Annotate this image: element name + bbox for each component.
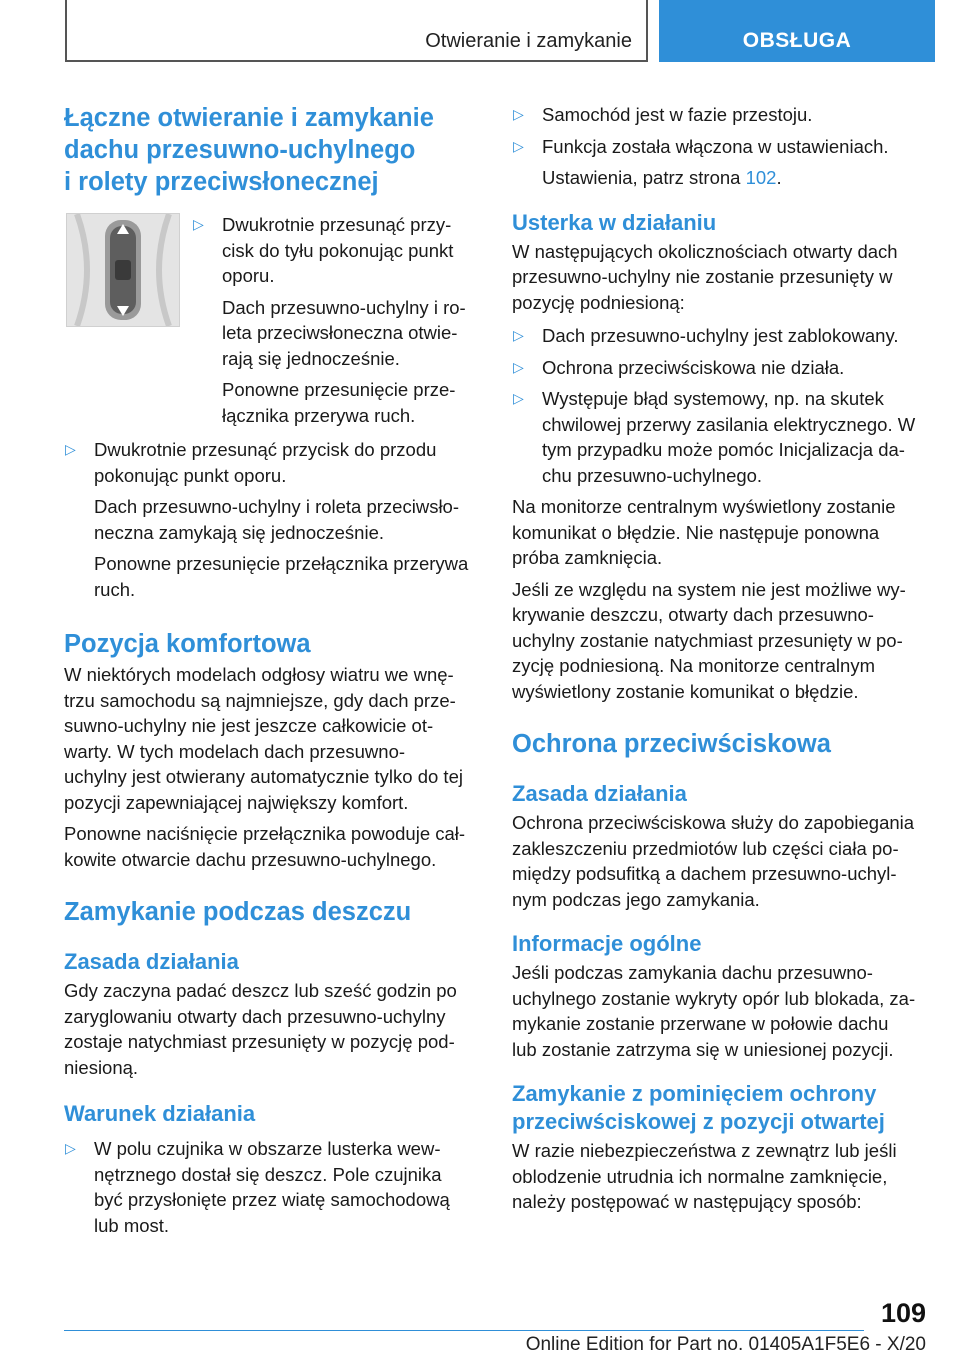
list-item: ▷ Dwukrotnie przesunąć przycisk do przodu pokonując punkt oporu.: [65, 439, 437, 486]
paragraph: W następujących okolicznościach otwarty dach przesuwno-uchylny nie zostanie przesunięty w pozycję podniesioną:: [512, 240, 898, 313]
section-title-box: [65, 0, 648, 62]
edition-note: Online Edition for Part no. 01405A1F5E6 - X/20: [525, 1334, 926, 1355]
triangle-bullet-icon: ▷: [65, 441, 76, 457]
heading-anti-pinch: Ochrona przeciwściskowa: [512, 730, 831, 758]
heading-bypass-closing: Zamykanie z pominięciem ochrony przeciwściskowej z pozycji otwartej: [512, 1081, 885, 1134]
heading-general-info: Informacje ogólne: [512, 931, 702, 956]
title-combined-open-close: Łączne otwieranie i zamykanie dachu przesuwno-uchylnego i rolety przeciwsłonecznej: [64, 104, 434, 196]
heading-principle: Zasada działania: [512, 781, 687, 806]
left-column: [64, 102, 478, 1238]
settings-reference: Ustawienia, patrz strona 102.: [542, 167, 782, 188]
step-note: Ponowne przesunięcie przełącznika przerywa ruch.: [94, 553, 469, 600]
heading-condition: Warunek działania: [64, 1101, 256, 1126]
list-item: ▷ W polu czujnika w obszarze lusterka wew- nętrznego dostał się deszcz. Pole czujnika być przysłonięte przez wiatę samochodową lub most.: [65, 1138, 450, 1236]
paragraph: Gdy zaczyna padać deszcz lub sześć godzin po zaryglowaniu otwarty dach przesuwno-uchylny zostaje natychmiast przesunięty w pozycję pod- niesioną.: [64, 980, 457, 1078]
page-link[interactable]: 102: [745, 167, 777, 188]
list-item: ▷ Ochrona przeciwściskowa nie działa.: [512, 355, 928, 381]
paragraph: Na monitorze centralnym wyświetlony zostanie komunikat o błędzie. Nie następuje ponowna próba zamknięcia.: [512, 496, 896, 568]
triangle-bullet-icon: ▷: [193, 216, 204, 232]
page-header: [65, 0, 935, 64]
roof-switch-image: [66, 213, 180, 327]
paragraph: Jeśli podczas zamykania dachu przesuwno- uchylnego zostanie wykryty opór lub blokada, za- mykanie zostanie przerwane w połowie dachu lub zostanie zatrzyma się w uniesionej pozycji.: [512, 962, 916, 1060]
step-note: Ponowne przesunięcie prze- łącznika przerywa ruch.: [222, 379, 456, 426]
list-item: ▷ Funkcja została włączona w ustawieniach.: [512, 134, 928, 160]
section-title: Otwieranie i zamykanie: [425, 30, 632, 52]
chapter-tab-label: OBSŁUGA: [742, 29, 852, 52]
list-item: ▷ Dwukrotnie przesunąć przy- cisk do tyłu pokonując punkt oporu.: [193, 214, 454, 286]
paragraph: Jeśli ze względu na system nie jest możliwe wy- krywanie deszczu, otwarty dach przesuwno- uchylny zostanie natychmiast przesunięty w po- zycję podniesioną. Na monitorze centralnym wyświetlony zostanie komunikat o błędzie.: [512, 578, 906, 702]
paragraph: W razie niebezpieczeństwa z zewnątrz lub jeśli oblodzenie utrudnia ich normalne zamknięcie, należy postępować w następujący sposób:: [512, 1140, 897, 1212]
triangle-bullet-icon: ▷: [513, 390, 524, 406]
paragraph: W niektórych modelach odgłosy wiatru we wnę- trzu samochodu są najmniejsze, gdy dach prze- suwno-uchylny nie jest jeszcze całkowicie ot- warty. W tych modelach dach przesuwno- uchylny jest otwierany automatycznie tylko do tej pozycji zapewniającej największy komfort.: [64, 664, 463, 813]
list-item: ▷ Występuje błąd systemowy, np. na skutek chwilowej przerwy zasilania elektrycznego. W tym przypadku może pomóc Inicjalizacja da- chu przesuwno-uchylnego.: [513, 388, 916, 486]
chapter-tab: [659, 0, 935, 62]
right-column: [512, 102, 928, 1215]
step-result: Dach przesuwno-uchylny i roleta przeciwsło- neczna zamykają się jednocześnie.: [94, 496, 460, 543]
page-number: 109: [880, 1298, 926, 1328]
footer-divider: [64, 1330, 864, 1331]
heading-rain-closing: Zamykanie podczas deszczu: [64, 898, 412, 926]
step-result: Dach przesuwno-uchylny i ro- leta przeciwsłoneczna otwie- rają się jednocześnie.: [222, 296, 466, 369]
triangle-bullet-icon: ▷: [65, 1140, 76, 1156]
switch-figure-row: [64, 212, 478, 433]
step-backward: [192, 212, 478, 428]
heading-malfunction: Usterka w działaniu: [512, 209, 717, 235]
heading-comfort-position: Pozycja komfortowa: [64, 630, 311, 658]
list-item: ▷ Samochód jest w fazie przestoju.: [512, 102, 928, 128]
triangle-bullet-icon: ▷: [513, 106, 524, 122]
triangle-bullet-icon: ▷: [513, 327, 524, 343]
triangle-bullet-icon: ▷: [513, 137, 524, 154]
heading-principle: Zasada działania: [64, 949, 239, 974]
paragraph: Ponowne naciśnięcie przełącznika powoduje cał- kowite otwarcie dachu przesuwno-uchylnego.: [64, 823, 466, 870]
paragraph: Ochrona przeciwściskowa służy do zapobiegania zakleszczeniu przedmiotów lub części ciała po- między podsufitką a dachem przesuwno-uchyl- nym podczas jego zamykania.: [512, 812, 915, 910]
list-item: ▷ Dach przesuwno-uchylny jest zablokowany.: [512, 323, 928, 349]
triangle-bullet-icon: ▷: [513, 358, 524, 375]
